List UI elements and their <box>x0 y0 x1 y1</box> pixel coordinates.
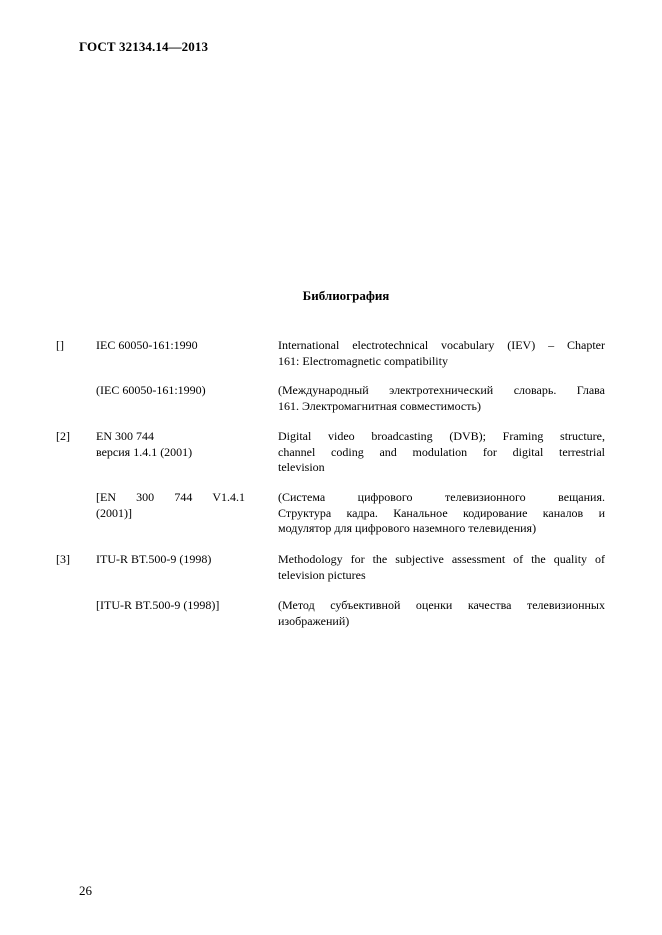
entry-title-line: television <box>278 460 325 474</box>
entry-code-line: версия 1.4.1 (2001) <box>96 444 193 459</box>
entry-title-line: television pictures <box>278 567 366 582</box>
document-header: ГОСТ 32134.14—2013 <box>79 39 209 54</box>
entry-title <box>278 552 605 583</box>
entry-title <box>278 490 605 537</box>
page-number: 26 <box>79 883 92 898</box>
entry-code: ITU-R BT.500-9 (1998) <box>96 552 212 566</box>
entry-code: [ITU-R BT.500-9 (1998)] <box>96 598 220 612</box>
entry-title-line: (Система цифрового телевизионного вещания. <box>278 490 605 504</box>
entry-title-line: Структура кадра. Канальное кодирование каналов и <box>278 505 605 520</box>
entry-title-line: изображений) <box>278 613 350 628</box>
entry-code: (IEC 60050-161:1990) <box>96 383 206 397</box>
entry-code <box>96 490 245 521</box>
bibliography-title: Библиография <box>302 288 390 303</box>
entry-title-line: Digital video broadcasting (DVB); Framing structure, <box>278 429 605 443</box>
entry-title-line: International electrotechnical vocabulary (IEV) – Chapter <box>278 338 605 352</box>
entry-title <box>278 383 605 414</box>
entry-code <box>96 429 245 460</box>
entry-number: [] <box>56 338 64 352</box>
entry-title <box>278 429 605 476</box>
entry-code-line: EN 300 744 <box>96 429 154 443</box>
entry-number: [2] <box>56 429 70 443</box>
entry-number: [3] <box>56 552 70 566</box>
entry-code-line: [EN 300 744 V1.4.1 <box>96 490 245 504</box>
entry-title-line: 161. Электромагнитная совместимость) <box>278 398 481 413</box>
entry-title-line: channel coding and modulation for digital terrestrial <box>278 444 605 459</box>
entry-title-line: (Международный электротехнический словарь. Глава <box>278 383 605 397</box>
entry-title-line: (Метод субъективной оценки качества телевизионных <box>278 598 605 612</box>
entry-title-line: 161: Electromagnetic compatibility <box>278 353 448 368</box>
entry-title <box>278 598 605 629</box>
entry-title-line: Methodology for the subjective assessment of the quality of <box>278 552 605 566</box>
entry-code-line: (2001)] <box>96 505 132 520</box>
entry-code: IEC 60050-161:1990 <box>96 338 198 352</box>
entry-title-line: модулятор для цифрового наземного телевидения) <box>278 521 537 535</box>
entry-title <box>278 338 605 369</box>
